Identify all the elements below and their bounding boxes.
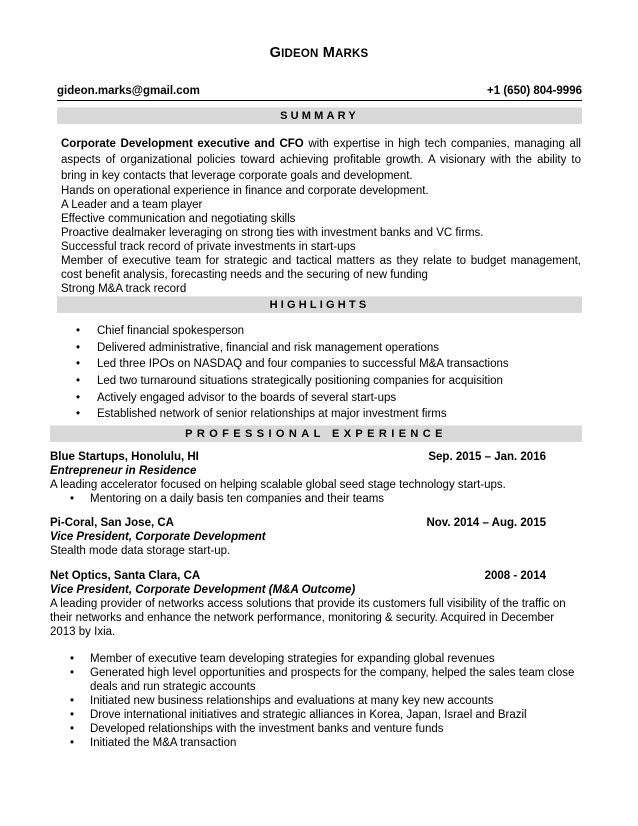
bullet-dot-icon: •: [76, 325, 81, 337]
bullet-dot-icon: •: [76, 375, 81, 388]
list-item: • Delivered administrative, financial and risk management operations: [76, 341, 439, 354]
list-item: • Established network of senior relationships at major investment firms: [76, 408, 447, 421]
bullet-dot-icon: •: [70, 695, 75, 707]
bullet-dot-icon: •: [70, 493, 75, 505]
job-entry: [50, 569, 582, 750]
summary-section: [61, 136, 581, 296]
job-title: Entrepreneur in Residence: [50, 465, 197, 477]
job-company: Blue Startups, Honolulu, HI: [50, 451, 199, 463]
highlights-list: [76, 324, 576, 424]
bullet-dot-icon: •: [76, 358, 81, 371]
list-item: • Actively engaged advisor to the boards of several start-ups: [76, 391, 397, 404]
highlights-heading: HIGHLIGHTS: [57, 296, 582, 313]
summary-line: Strong M&A track record: [61, 283, 187, 295]
list-item: • Chief financial spokesperson: [76, 325, 245, 337]
candidate-name: GIDEON MARKS: [269, 45, 369, 61]
list-item: • Led three IPOs on NASDAQ and four companies to successful M&A transactions: [76, 358, 509, 371]
job-bullets: [70, 492, 582, 506]
summary-line: Proactive dealmaker leveraging on strong ties with investment banks and VC firms.: [61, 227, 484, 239]
summary-line: Effective communication and negotiating skills: [61, 213, 296, 225]
bullet-dot-icon: •: [76, 391, 81, 404]
list-item: • Mentoring on a daily basis ten companies and their teams: [70, 493, 385, 505]
job-description: A leading provider of networks access solutions that provide its customers full visibility of the traffic on their networks and enhance the network performance, monitoring & security. Acquired in December 2013 by Ixia.: [50, 598, 566, 638]
list-item: • Led two turnaround situations strategically positioning companies for acquisition: [76, 375, 503, 388]
bullet-dot-icon: •: [70, 737, 75, 749]
summary-line: Successful track record of private investments in start-ups: [61, 241, 356, 253]
list-item: • Generated high level opportunities and prospects for the company, helped the sales team close deals and run strategic accounts: [70, 667, 575, 693]
phone-number: +1 (650) 804-9996: [487, 85, 582, 97]
summary-line: Hands on operational experience in finance and corporate development.: [61, 185, 429, 197]
list-item: • Initiated new business relationships and evaluations at many key new accounts: [70, 695, 494, 707]
list-item: • Developed relationships with the investment banks and venture funds: [70, 723, 444, 735]
summary-line: A Leader and a team player: [61, 199, 203, 211]
job-company: Pi-Coral, San Jose, CA: [50, 517, 174, 529]
experience-heading: PROFESSIONAL EXPERIENCE: [50, 425, 582, 442]
job-description: Stealth mode data storage start-up.: [50, 545, 231, 557]
bullet-dot-icon: •: [70, 653, 75, 665]
summary-heading: SUMMARY: [57, 107, 582, 124]
job-bullets: [70, 652, 582, 750]
contact-line: [57, 84, 582, 101]
bullet-dot-icon: •: [76, 408, 81, 421]
summary-lead: Corporate Development executive and CFO: [61, 138, 304, 150]
job-title: Vice President, Corporate Development (M&A Outcome): [50, 584, 356, 596]
job-description: A leading accelerator focused on helping scalable global seed stage technology start-ups.: [50, 479, 506, 491]
summary-intro: Corporate Development executive and CFO with expertise in high tech companies, managing all aspects of organizational policies toward achieving profitable growth. A visionary with the ability to bring in key contacts that leverage corporate goals and development.: [61, 138, 581, 182]
bullet-dot-icon: •: [76, 341, 81, 354]
job-entry: [50, 450, 582, 506]
job-title: Vice President, Corporate Development: [50, 531, 266, 543]
job-entry: [50, 516, 582, 558]
list-item: • Initiated the M&A transaction: [70, 737, 237, 749]
summary-line: Member of executive team for strategic and tactical matters as they relate to budget management, cost benefit analysis, forecasting needs and the securing of new funding: [61, 255, 581, 281]
job-company: Net Optics, Santa Clara, CA: [50, 570, 201, 582]
bullet-dot-icon: •: [70, 667, 75, 679]
job-dates: Nov. 2014 – Aug. 2015: [426, 517, 546, 529]
job-dates: 2008 - 2014: [484, 570, 546, 582]
bullet-dot-icon: •: [70, 709, 75, 721]
list-item: • Member of executive team developing strategies for expanding global revenues: [70, 653, 495, 665]
list-item: • Drove international initiatives and strategic alliances in Korea, Japan, Israel and Brazil: [70, 709, 527, 721]
bullet-dot-icon: •: [70, 723, 75, 735]
email-link[interactable]: gideon.marks@gmail.com: [57, 85, 200, 97]
job-dates: Sep. 2015 – Jan. 2016: [428, 451, 546, 463]
